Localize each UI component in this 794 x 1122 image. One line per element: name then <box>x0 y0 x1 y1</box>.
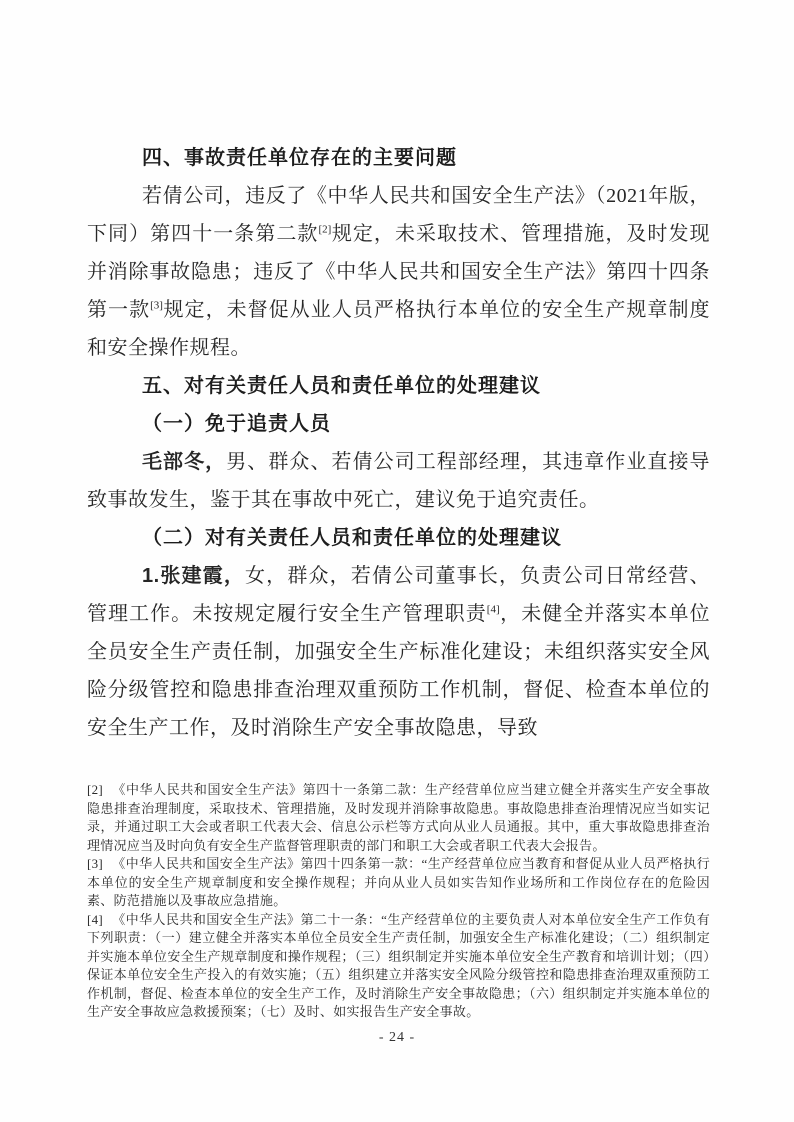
page-number: - 24 - <box>378 1030 416 1045</box>
footnote-3 <box>87 855 710 911</box>
footnote-2-marker: [2] <box>87 782 104 797</box>
paragraph-zhang <box>87 557 710 747</box>
paragraph-company-violation <box>87 177 710 367</box>
zhang-text-2: ，未健全并落实本单位全员安全生产责任制，加强安全生产标准化建设；未组织落实安全风险分级管控和隐患排查治理双重预防工作机制，督促、检查本单位的安全生产工作，及时消除生产安全事故隐患，导致 <box>87 603 711 739</box>
main-text <box>87 139 710 747</box>
section-4-heading: 四、事故责任单位存在的主要问题 <box>142 147 457 169</box>
paragraph-mao <box>87 443 710 519</box>
footnote-2-text: 《中华人民共和国安全生产法》第四十一条第二款：生产经营单位应当建立健全并落实生产安全事故隐患排查治理制度，采取技术、管理措施，及时发现并消除事故隐患。事故隐患排查治理情况应当如实记录，并通过职工大会或者职工代表大会、信息公示栏等方式向从业人员通报。其中，重大事故隐患排查治理情况应当及时向负有安全生产监督管理职责的部门和职工大会或者职工代表大会报告。 <box>87 782 710 853</box>
violation-text-1: 若倩公司，违反了《中华人民共和国安全生产法》（2021年版，下同）第四十一条第二款 <box>87 185 710 245</box>
footnote-4-text: 《中华人民共和国安全生产法》第二十一条：“生产经营单位的主要负责人对本单位安全生产工作负有下列职责：（一）建立健全并落实本单位全员安全生产责任制，加强安全生产标准化建设；（二）组织制定并实施本单位安全生产规章制度和操作规程；（三）组织制定并实施本单位安全生产教育和培训计划；（四）保证本单位安全生产投入的有效实施；（五）组织建立并落实安全风险分级管控和隐患排查治理双重预防工作机制，督促、检查本单位的安全生产工作，及时消除生产安全事故隐患；（六）组织制定并实施本单位的生产安全事故应急救援预案；（七）及时、如实报告生产安全事故。 <box>87 911 710 1019</box>
footnote-3-text: 《中华人民共和国安全生产法》第四十四条第一款：“生产经营单位应当教育和督促从业人员严格执行本单位的安全生产规章制度和安全操作规程；并向从业人员如实告知作业场所和工作岗位存在的危险因素、防范措施以及事故应急措施。 <box>87 856 710 908</box>
mao-text: 男、群众、若倩公司工程部经理，其违章作业直接导致事故发生，鉴于其在事故中死亡，建议免于追究责任。 <box>87 451 711 511</box>
footnote-ref-2: [2] <box>318 223 332 236</box>
violation-text-3: 规定，未督促从业人员严格执行本单位的安全生产规章制度和安全操作规程。 <box>87 299 711 359</box>
section-5-1-heading: （一）免于追责人员 <box>142 413 331 435</box>
violation-text-2: 规定，未采取技术、管理措施，及时发现并消除事故隐患；违反了《中华人民共和国安全生产法》第四十四条第一款 <box>87 223 711 321</box>
footnote-2 <box>87 781 710 855</box>
zhang-text-1: 女，群众，若倩公司董事长，负责公司日常经营、管理工作。未按规定履行安全生产管理职责 <box>87 565 710 625</box>
footnotes-block <box>87 781 710 1022</box>
section-5-heading: 五、对有关责任人员和责任单位的处理建议 <box>142 375 541 397</box>
footnote-4 <box>87 911 710 1022</box>
footnote-ref-3: [3] <box>150 299 163 312</box>
section-5-2-heading: （二）对有关责任人员和责任单位的处理建议 <box>142 527 562 549</box>
person-name-mao: 毛部冬， <box>142 451 227 473</box>
footnote-ref-4: [4] <box>486 603 500 616</box>
person-name-zhang: 1.张建霞， <box>142 565 246 587</box>
footnote-4-marker: [4] <box>87 911 104 927</box>
footnote-3-marker: [3] <box>87 856 104 871</box>
